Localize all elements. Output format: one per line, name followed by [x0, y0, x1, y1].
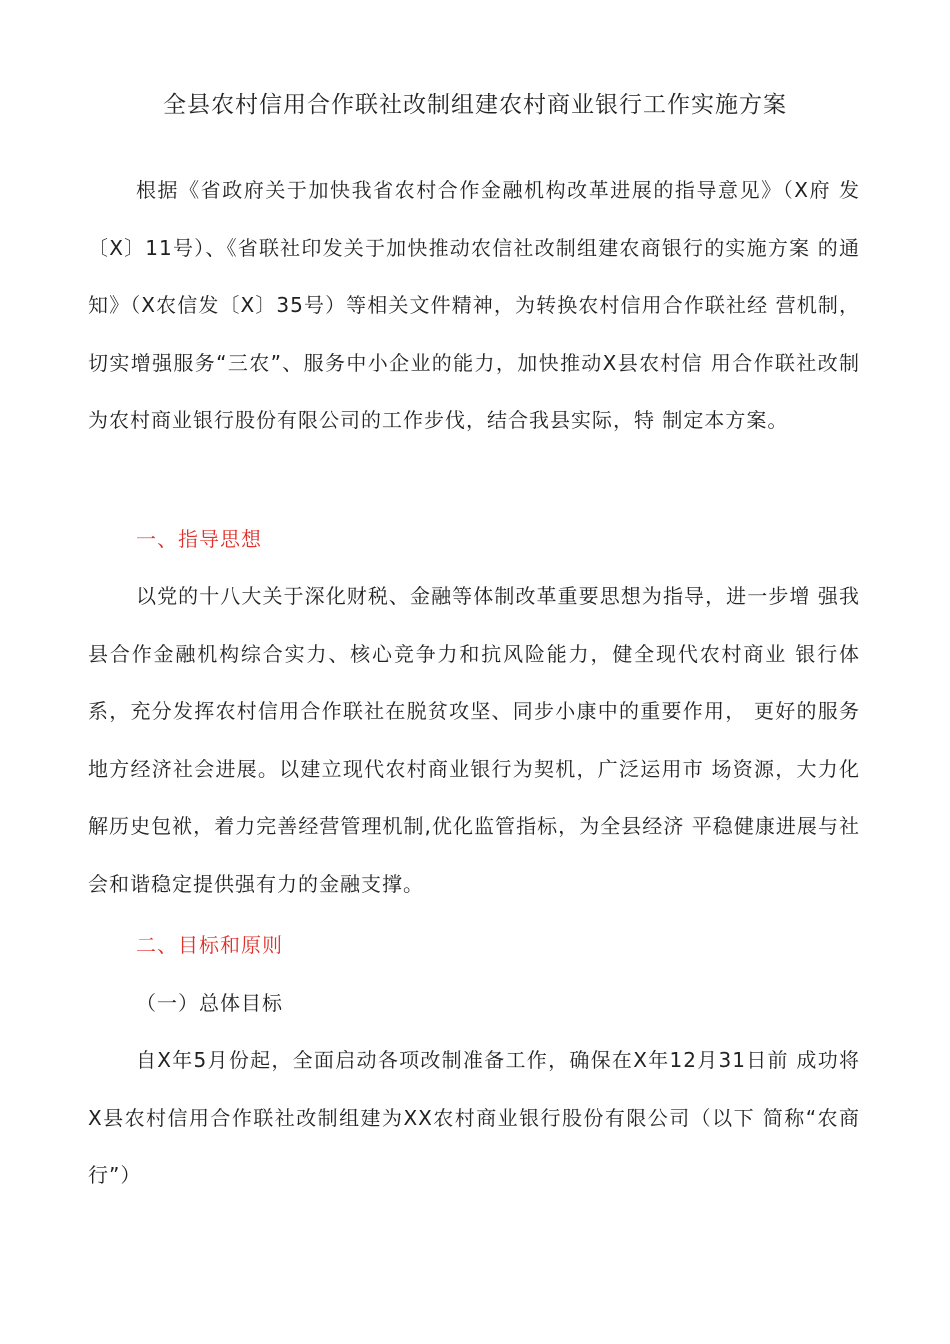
intro-paragraph: 根据《省政府关于加快我省农村合作金融机构改革进展的指导意见》（X府 发〔X〕11号）、《省联社印发关于加快推动农信社改制组建农商银行的实施方案 的通知》（X农信发〔X〕35号）等相关文件精神，为转换农村信用合作联社经 营机制，切实增强服务“三农”、服务中小企业的能力，加快推动X县农村信 用合作联社改制为农村商业银行股份有限公司的工作步伐，结合我县实际，特 制定本方案。	[88, 178, 860, 432]
section-heading-goals-principles: 二、目标和原则	[136, 933, 283, 957]
guiding-ideology-paragraph: 以党的十八大关于深化财税、金融等体制改革重要思想为指导，进一步增 强我县合作金融机构综合实力、核心竞争力和抗风险能力，健全现代农村商业 银行体系，充分发挥农村信用合作联社在脱贫攻坚、同步小康中的重要作用， 更好的服务地方经济社会进展。以建立现代农村商业银行为契机，广泛运用市 场资源，大力化解历史包袱，着力完善经营管理机制,优化监管指标，为全县经济 平稳健康进展与社会和谐稳定提供强有力的金融支撑。	[88, 584, 860, 896]
subheading-overall-goal: （一）总体目标	[136, 991, 283, 1015]
document-title: 全县农村信用合作联社改制组建农村商业银行工作实施方案	[163, 92, 787, 118]
section-heading-guiding-ideology: 一、指导思想	[136, 527, 262, 551]
overall-goal-paragraph: 自X年5月份起，全面启动各项改制准备工作，确保在X年12月31日前 成功将X县农村信用合作联社改制组建为XX农村商业银行股份有限公司（以下 简称“农商行”）	[88, 1048, 860, 1187]
